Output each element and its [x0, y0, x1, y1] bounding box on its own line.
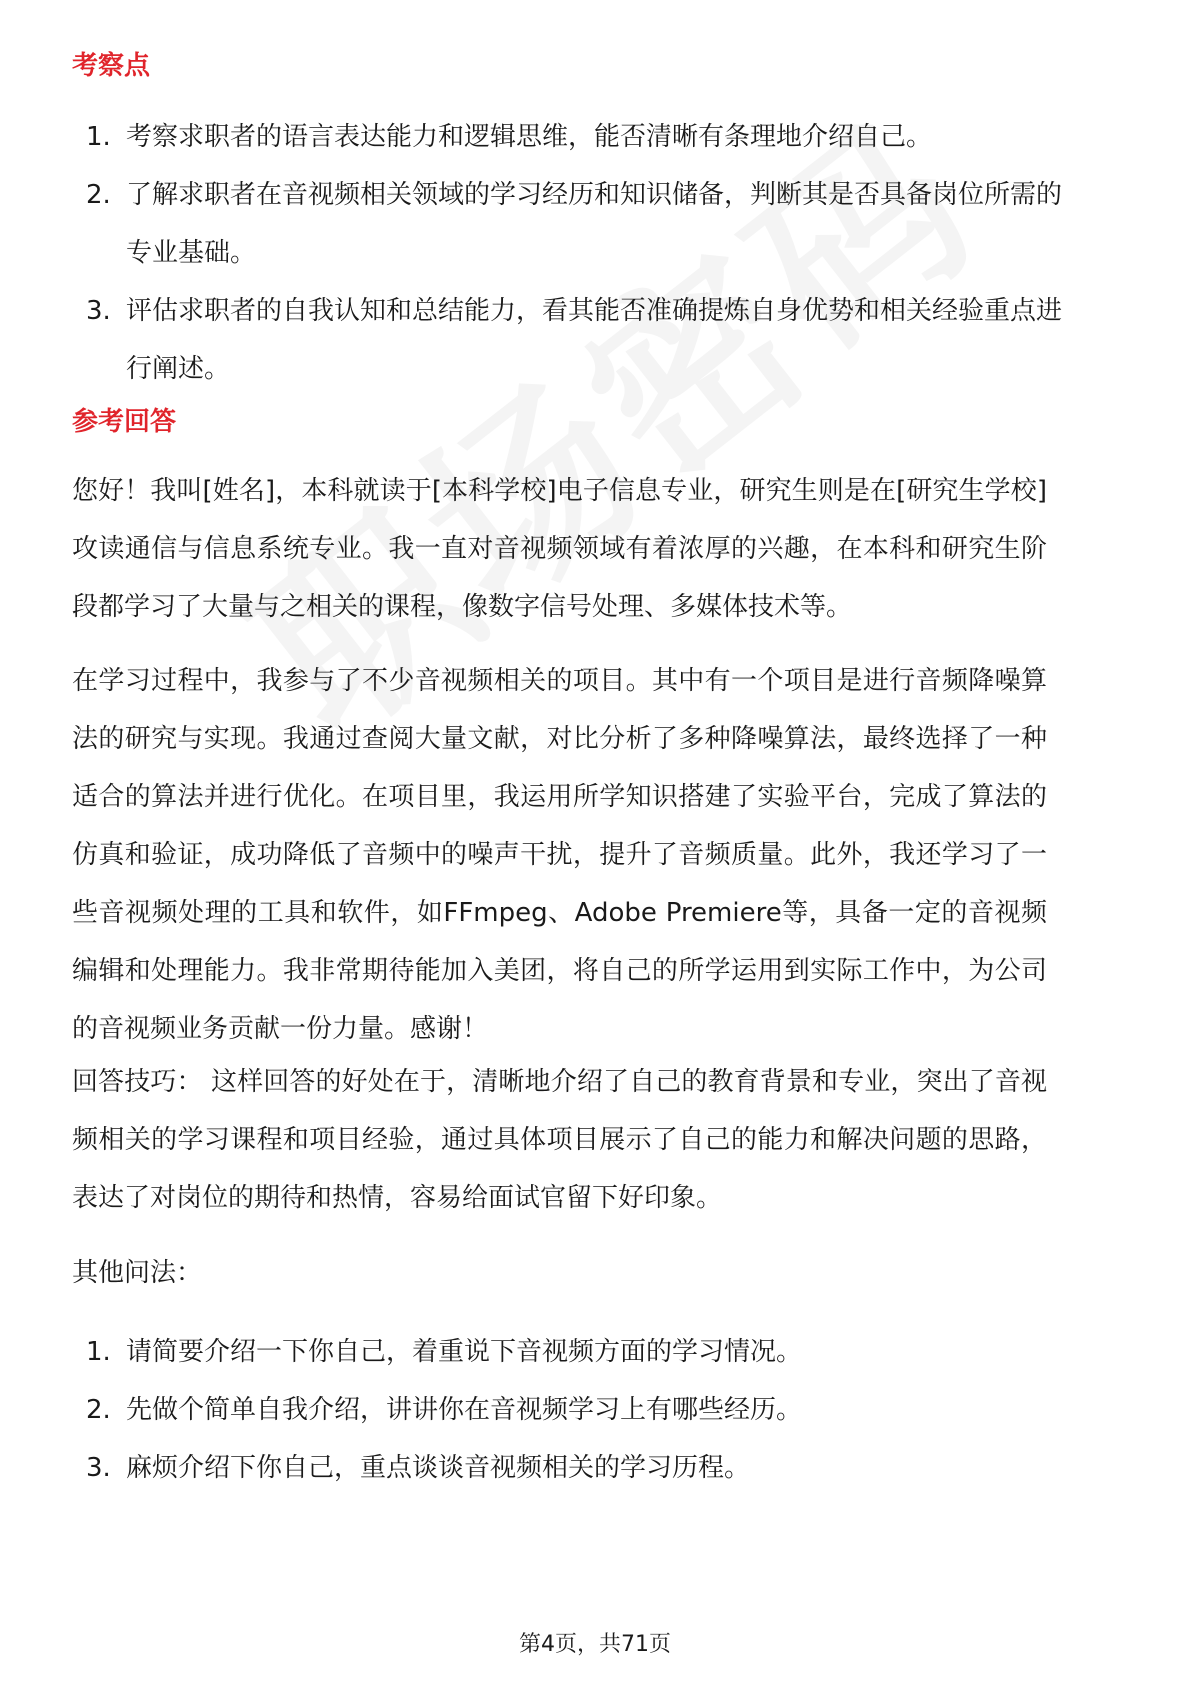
list-item: [72, 1323, 1072, 1381]
exam-points-heading: 考察点: [72, 51, 151, 81]
reference-answer-heading: 参考回答: [72, 407, 177, 437]
list-item-number: 1.: [86, 122, 111, 152]
other-questions-heading: 其他问法：: [72, 1258, 203, 1288]
list-item-number: 1.: [86, 1337, 111, 1367]
list-item-text: 麻烦介绍下你自己，重点谈谈音视频相关的学习历程。: [126, 1453, 751, 1483]
list-item: [72, 282, 1072, 398]
list-item: [72, 1439, 1072, 1497]
list-item-text: 了解求职者在音视频相关领域的学习经历和知识储备，判断其是否具备岗位所需的专业基础。: [126, 180, 1063, 268]
list-item-number: 2.: [86, 1395, 111, 1425]
list-item: [72, 108, 1072, 166]
list-item: [72, 166, 1072, 282]
list-item-number: 3.: [86, 1453, 111, 1483]
list-item-text: 请简要介绍一下你自己，着重说下音视频方面的学习情况。: [126, 1337, 803, 1367]
tips-paragraph: 回答技巧： 这样回答的好处在于，清晰地介绍了自己的教育背景和专业，突出了音视频相关的学习课程和项目经验，通过具体项目展示了自己的能力和解决问题的思路，表达了对岗位的期待和热情，容易给面试官留下好印象。: [72, 1067, 1047, 1213]
other-questions-list: [72, 1323, 1072, 1497]
list-item: [72, 1381, 1072, 1439]
list-item-text: 考察求职者的语言表达能力和逻辑思维，能否清晰有条理地介绍自己。: [126, 122, 933, 152]
list-item-number: 2.: [86, 180, 111, 210]
list-item-text: 评估求职者的自我认知和总结能力，看其能否准确提炼自身优势和相关经验重点进行阐述。: [126, 296, 1063, 384]
answer-paragraph-2: 在学习过程中，我参与了不少音视频相关的项目。其中有一个项目是进行音频降噪算法的研究与实现。我通过查阅大量文献，对比分析了多种降噪算法，最终选择了一种适合的算法并进行优化。在项目里，我运用所学知识搭建了实验平台，完成了算法的仿真和验证，成功降低了音频中的噪声干扰，提升了音频质量。此外，我还学习了一些音视频处理的工具和软件，如FFmpeg、Adobe Premiere等，具备一定的音视频编辑和处理能力。我非常期待能加入美团，将自己的所学运用到实际工作中，为公司的音视频业务贡献一份力量。感谢！: [72, 666, 1047, 1044]
list-item-text: 先做个简单自我介绍，讲讲你在音视频学习上有哪些经历。: [126, 1395, 803, 1425]
page-number-footer: 第4页，共71页: [519, 1632, 671, 1657]
exam-points-list: [72, 108, 1072, 398]
list-item-number: 3.: [86, 296, 111, 326]
answer-paragraph-1: 您好！我叫[姓名]，本科就读于[本科学校]电子信息专业，研究生则是在[研究生学校]攻读通信与信息系统专业。我一直对音视频领域有着浓厚的兴趣，在本科和研究生阶段都学习了大量与之相关的课程，像数字信号处理、多媒体技术等。: [72, 476, 1047, 622]
